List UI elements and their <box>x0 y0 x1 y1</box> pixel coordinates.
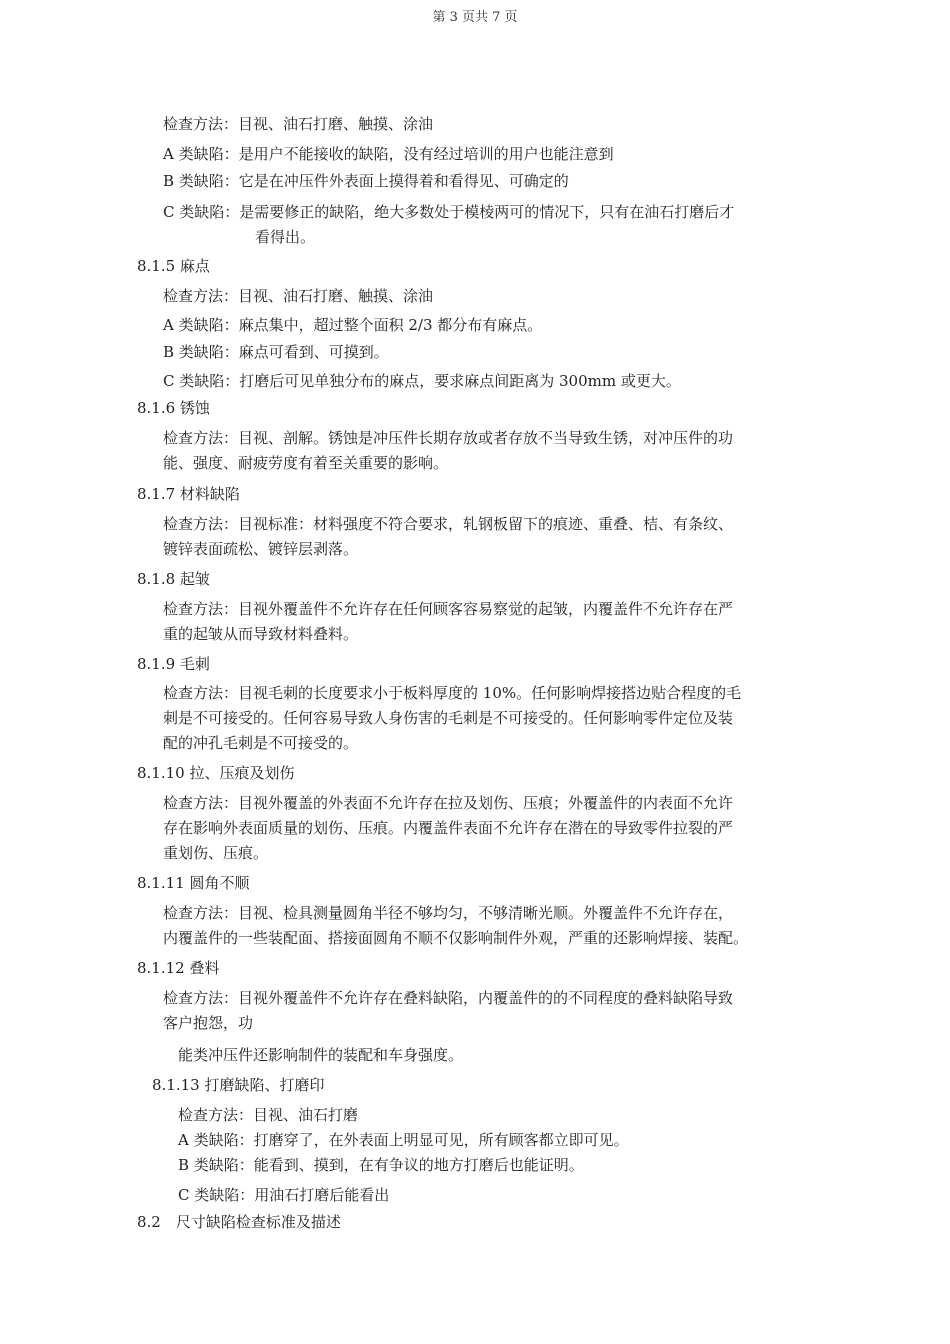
inspection-method-line: 检查方法：目视、油石打磨、触摸、涂油 <box>163 115 434 133</box>
paragraph-continuation: 刺是不可接受的。任何容易导致人身伤害的毛刺是不可接受的。任何影响零件定位及装 <box>163 709 734 727</box>
section-heading-8-1-8: 8.1.8 起皱 <box>137 570 210 588</box>
class-a-defect-line: A 类缺陷：是用户不能接收的缺陷，没有经过培训的用户也能注意到 <box>163 145 614 163</box>
paragraph-continuation: 重划伤、压痕。 <box>163 844 269 862</box>
class-b-defect-line: B 类缺陷：能看到、摸到，在有争议的地方打磨后也能证明。 <box>178 1156 584 1174</box>
class-a-defect-line: A 类缺陷：麻点集中，超过整个面积 2/3 都分布有麻点。 <box>163 316 543 334</box>
inspection-method-line: 检查方法：目视标准：材料强度不符合要求，轧钢板留下的痕迹、重叠、桔、有条纹、 <box>163 515 734 533</box>
paragraph-continuation: 内覆盖件的一些装配面、搭接面圆角不顺不仅影响制件外观，严重的还影响焊接、装配。 <box>163 929 749 947</box>
class-b-defect-line: B 类缺陷：它是在冲压件外表面上摸得着和看得见、可确定的 <box>163 172 569 190</box>
page-number-header: 第 3 页共 7 页 <box>432 10 518 25</box>
inspection-method-line: 检查方法：目视外覆盖件不允许存在任何顾客容易察觉的起皱，内覆盖件不允许存在严 <box>163 600 734 618</box>
class-c-defect-line: C 类缺陷：用油石打磨后能看出 <box>178 1186 390 1204</box>
class-b-defect-line: B 类缺陷：麻点可看到、可摸到。 <box>163 343 389 361</box>
class-c-defect-continuation: 看得出。 <box>255 228 316 246</box>
inspection-method-line: 检查方法：目视外覆盖件不允许存在叠料缺陷，内覆盖件的的不同程度的叠料缺陷导致 <box>163 989 734 1007</box>
paragraph-continuation: 重的起皱从而导致材料叠料。 <box>163 625 359 643</box>
section-heading-8-1-10: 8.1.10 拉、压痕及划伤 <box>137 764 295 782</box>
class-c-defect-line: C 类缺陷：打磨后可见单独分布的麻点，要求麻点间距离为 300mm 或更大。 <box>163 372 681 390</box>
inspection-method-line: 检查方法：目视毛刺的长度要求小于板料厚度的 10%。任何影响焊接搭边贴合程度的毛 <box>163 684 742 702</box>
paragraph-continuation: 客户抱怨，功 <box>163 1014 254 1032</box>
class-a-defect-line: A 类缺陷：打磨穿了，在外表面上明显可见，所有顾客都立即可见。 <box>178 1131 629 1149</box>
paragraph-continuation: 能、强度、耐疲劳度有着至关重要的影响。 <box>163 454 449 472</box>
inspection-method-line: 检查方法：目视、剖解。锈蚀是冲压件长期存放或者存放不当导致生锈，对冲压件的功 <box>163 429 734 447</box>
section-heading-8-1-6: 8.1.6 锈蚀 <box>137 399 210 417</box>
inspection-method-line: 检查方法：目视外覆盖的外表面不允许存在拉及划伤、压痕；外覆盖件的内表面不允许 <box>163 794 734 812</box>
section-heading-8-2: 8.2 尺寸缺陷检查标准及描述 <box>137 1213 341 1231</box>
section-heading-8-1-5: 8.1.5 麻点 <box>137 257 210 275</box>
inspection-method-line: 检查方法：目视、检具测量圆角半径不够均匀，不够清晰光顺。外覆盖件不允许存在， <box>163 904 734 922</box>
section-heading-8-1-7: 8.1.7 材料缺陷 <box>137 485 240 503</box>
section-heading-8-1-9: 8.1.9 毛刺 <box>137 655 210 673</box>
section-heading-8-1-12: 8.1.12 叠料 <box>137 959 220 977</box>
class-c-defect-line: C 类缺陷：是需要修正的缺陷，绝大多数处于模棱两可的情况下，只有在油石打磨后才 <box>163 203 735 221</box>
inspection-method-line: 检查方法：目视、油石打磨、触摸、涂油 <box>163 287 434 305</box>
section-heading-8-1-11: 8.1.11 圆角不顺 <box>137 874 250 892</box>
paragraph-continuation: 存在影响外表面质量的划伤、压痕。内覆盖件表面不允许存在潜在的导致零件拉裂的严 <box>163 819 734 837</box>
paragraph-continuation: 配的冲孔毛刺是不可接受的。 <box>163 734 359 752</box>
section-heading-8-1-13: 8.1.13 打磨缺陷、打磨印 <box>152 1076 325 1094</box>
inspection-method-line: 检查方法：目视、油石打磨 <box>178 1106 359 1124</box>
paragraph-continuation: 镀锌表面疏松、镀锌层剥落。 <box>163 540 359 558</box>
paragraph-continuation: 能类冲压件还影响制件的装配和车身强度。 <box>178 1046 464 1064</box>
